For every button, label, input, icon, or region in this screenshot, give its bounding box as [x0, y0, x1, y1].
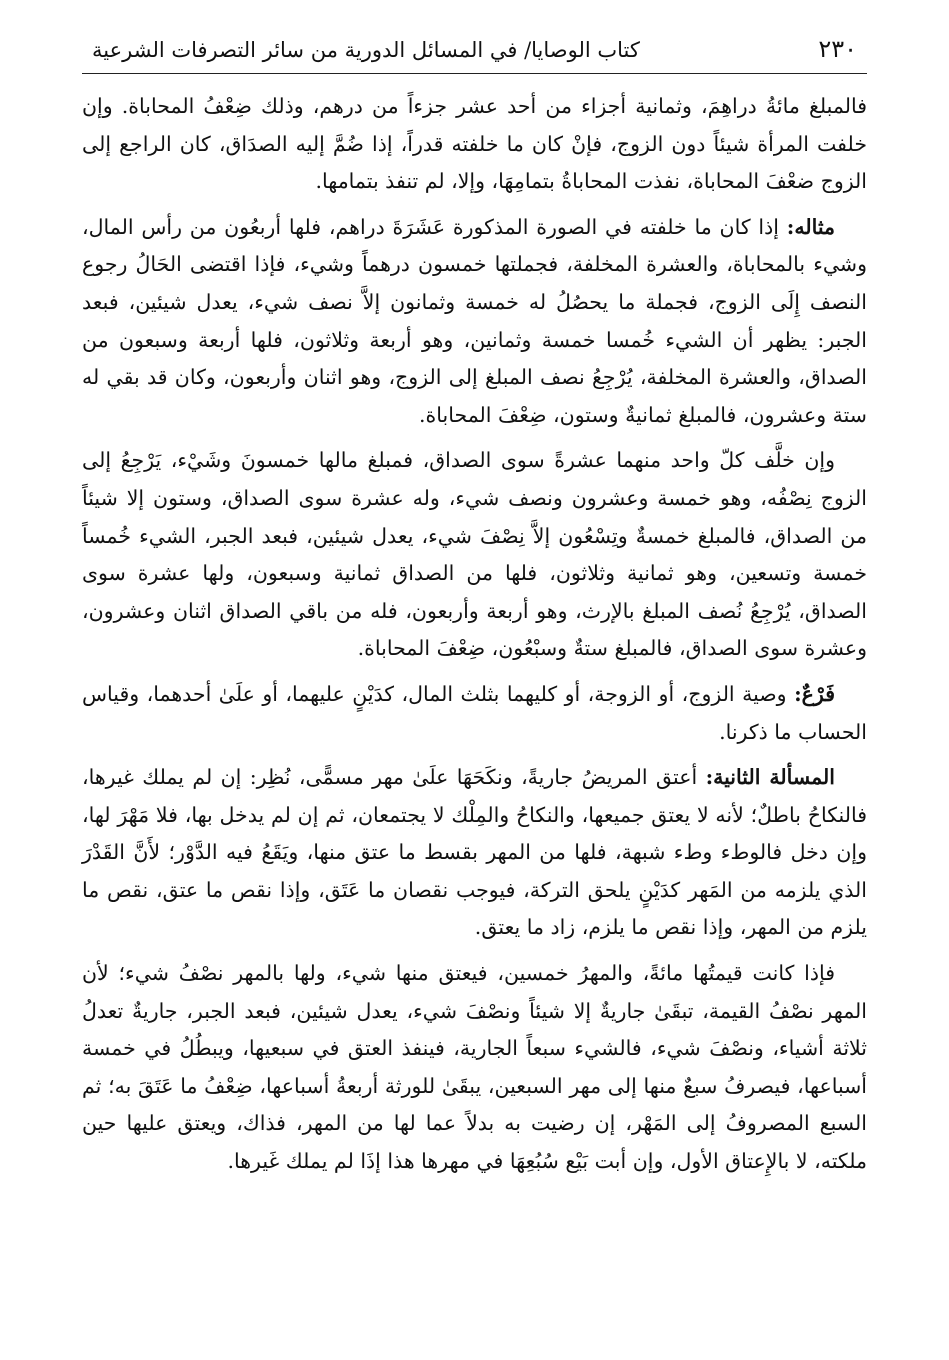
second-issue-label: المسألة الثانية:	[705, 765, 835, 790]
body-text	[82, 88, 867, 1181]
paragraph-1	[82, 88, 867, 201]
branch-label: فَرْعٌ:	[794, 681, 835, 706]
paragraph-second-issue	[82, 759, 867, 947]
paragraph-text: وإن خلَّف كلّ واحد منهما عشرةً سوى الصداق، فمبلغ مالها خمسونَ وشَيْء، يَرْجِعُ إلى الزوج نِصْفُه، وهو خمسة وعشرون ونصف شيء، وله عشرة سوى الصداق، وستون إلا شيئاً من الصداق، فالمبلغ خمسةٌ وتِسْعُون إلاَّ نِصْفَ شيء، يعدل شيئين، فبعد الجبر، الشيء خُمساً خمسة وتسعين، وهو ثمانية وثلاثون، فلها من الصداق ثمانية وسبعون، ولها عشرة سوى الصداق، يُرْجِعُ نُصف المبلغ بالإرث، وهو أربعة وأربعون، فله من باقي الصداق اثنان وعشرون، وعشرة سوى الصداق، فالمبلغ ستةٌ وسبْعُون، ضِعْفَ المحاباة.	[82, 448, 867, 661]
paragraph-text: فالمبلغ مائةُ دراهِمَ، وثمانية أجزاء من أحد عشر جزءاً من درهم، وذلك ضِعْفُ المحاباة. وإن خلفت المرأة شيئاً دون الزوج، فإنْ كان ما خلفته قدراً، إذا ضُمَّ إليه الصدَاق، كان الراجع إلى الزوج ضعْفَ المحاباة، نفذت المحاباةُ بتمامِهَا، وإلا، لم تنفذ بتمامها.	[82, 94, 867, 194]
paragraph-text: إذا كان ما خلفته في الصورة المذكورة عَشَرَةَ دراهم، فلها أربعُون من رأس المال، وشيء بالمحاباة، والعشرة المخلفة، فجملتها خمسون درهماً وشيء، فإذا اقتضى الحَالُ رجوع النصف إِلَى الزوج، فجملة ما يحصُلُ له خمسة وثمانون إلاَّ نصف شيء، يعدل شيئين، فبعد الجبر: يظهر أن الشيء خُمسا خمسة وثمانين، وهو أربعة وثلاثون، فلها أربعة وسبعون من الصداق، والعشرة المخلفة، يُرْجِعُ نصف المبلغ إلى الزوج، وهو اثنان وأربعون، وكان قد بقي له ستة وعشرون، فالمبلغ ثمانيةٌ وستون، ضِعْفَ المحاباة.	[82, 214, 867, 427]
paragraph-text: فإذا كانت قيمتُها مائةً، والمهرُ خمسين، فيعتق منها شيء، ولها بالمهر نصْفُ شيء؛ لأن المهر نصْفُ القيمة، تبقَىٰ جاريةٌ إلا شيئاً ونصْفَ شيء، يعدل شيئين، فبعد الجبر، جاريةٌ تعدلُ ثلاثة أشياء، ونصْفَ شيء، فالشيء سبعاً الجارية، فينفذ العتق في سبعيها، ويبطُلُ في خمسة أسباعها، فيصرفُ سبعٌ منها إلى مهر السبعين، يبقَىٰ للورثة أربعةُ أسباعها، ضِعْفُ ما عَتَقَ به؛ ثم السبع المصروفُ إلى المَهْر، إن رضيت به بدلاً عما لها من المهر، فذاك، ويعتق عليها حين ملكته، لا بالإِعتاق الأول، وإن أبت بَيْع سُبُعِهَا في مهرها هذا إذَا لم يملك غَيرها.	[82, 961, 867, 1174]
page-number: ٢٣٠	[818, 35, 857, 63]
running-header	[82, 34, 867, 73]
paragraph-6	[82, 955, 867, 1181]
paragraph-text: وصية الزوج، أو الزوجة، أو كليهما بثلث المال، كدَيْنٍ عليهما، أو علَىٰ أحدهما، وقياس الحساب ما ذكرنا.	[82, 681, 867, 744]
paragraph-example	[82, 209, 867, 435]
example-label: مثاله:	[786, 214, 835, 239]
running-title: كتاب الوصايا/ في المسائل الدورية من سائر التصرفات الشرعية	[92, 38, 640, 62]
paragraph-3	[82, 442, 867, 668]
header-rule	[82, 73, 867, 74]
paragraph-branch	[82, 676, 867, 751]
paragraph-text: أعتق المريضُ جاريةً، ونكَحَهَا علَىٰ مهر مسمًّى، نُظِر: إن لم يملك غيرها، فالنكاحُ باطلٌ؛ لأنه لا يعتق جميعها، والنكاحُ والمِلْك لا يجتمعان، ثم إن لم يدخل بها، فلا مَهْرَ لها، وإن دخل فالوطء وطء شبهة، فلها من المهر بقسط ما عتق منها، ويَقَعُ فيه الدَّوْر؛ لأَنَّ القَدْرَ الذي يلزمه من المَهر كدَيْنٍ يلحق التركة، فيوجب نقصان ما عَتَق، وإذا نقص ما عتق، نقص ما يلزم من المهر، وإذا نقص ما يلزم، زاد ما يعتق.	[82, 765, 867, 940]
